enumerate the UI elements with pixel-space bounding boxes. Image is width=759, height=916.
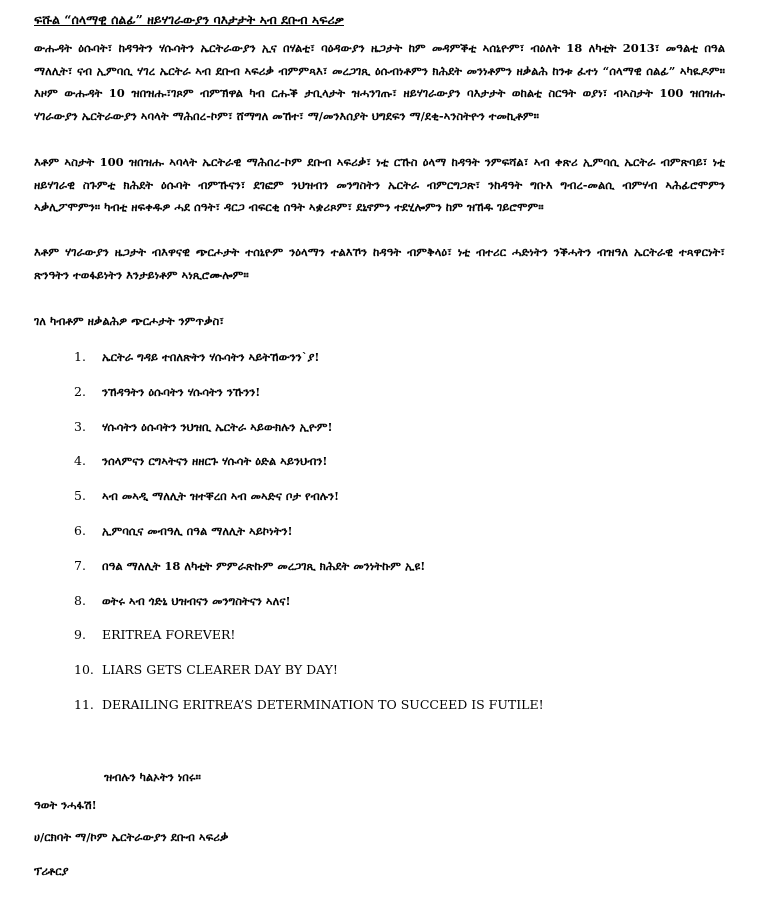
paragraph-3: እቶም ሃገራውያን ዜጋታት ብእዋናዊ ጭርሖታት ተሰኒዮም ንዕላማን ተልእኾን ከዳዓት ብምቅላዕ፣ ነቲ ብተሪር ሓድነትን ንቕሓትን ብዝዓለ ኤርትራዊ ተጻዋርነት፣ ጽንዓትን ተወፋይነትን እንታይነቶም ኣነጺሮሙሎም። [34,245,725,282]
slogan-text: ንኸዳዓትን ዕሱባትን ሃሱሳትን ንኹንን! [102,384,261,399]
slogans-intro: ገለ ካብቶም ዘቃልሕዎ ጭርሖታት ንምጥቃስ፣ [34,314,224,328]
closing-others: ዝብሉን ካልኦትን ነበሩ። [104,770,201,784]
slogan-text: ኤርትራ ግዳይ ተበለጽትን ሃሱሳትን ኣይትኸውንን`ያ! [102,350,320,364]
slogan-number: 6. [74,522,86,538]
slogan-number: 11. [74,696,94,712]
slogan-text: ንሰላምናን ርግኣትናን ዘዘርጉ ሃሱሳት ዕድል ኣይንህብን! [102,454,328,469]
slogan-number: 3. [74,418,86,434]
slogan-number: 10. [74,662,94,678]
slogan-item [74,618,734,653]
slogan-item [74,514,734,549]
slogan-number: 2. [74,383,86,399]
slogan-text: ኣብ መኣዲ ማለሊት ዝተቐረበ ኣብ መኣድና ቦታ የብሉን! [102,489,340,504]
slogan-item [74,444,734,479]
slogan-item [74,410,734,445]
slogan-item [74,375,734,410]
slogan-text: በዓል ማለሊት 18 ለካቲት ምምራጽኩም መረጋገጺ ክሕደት መንነትኩም ኢዩ! [102,558,426,573]
slogan-list [74,340,734,723]
slogan-text: ወትሩ ኣብ ጎድኒ ህዝብናን መንግስትናን ኣለና! [102,593,291,608]
slogan-text: ኢምባሲና መብዓሊ በዓል ማለሊት ኣይኮነትን! [102,523,293,538]
slogan-number: 5. [74,488,86,504]
slogan-text: LIARS GETS CLEARER DAY BY DAY! [102,662,338,678]
closing-organization: ሀ/ርክባት ማ/ኮም ኤርትራውያን ደቡብ ኣፍሪቃ [34,830,229,844]
slogan-item [74,479,734,514]
closing-victory: ዓወት ንሓፋሽ! [34,798,97,812]
paragraph-1: ውሑዳት ዕሱባት፣ ከዳዓትን ሃሱሳትን ኤርትራውያን ኢና በሃልቲ፣ ባዕዳውያን ዜጋታት ከም መዳምቕቲ ኣሰኒዮም፣ ብዕለት 18 ለካቲት 2013፣ መዓልቲ በዓል ማለሊት፣ ናብ ኢምባሲ ሃገረ ኤርትራ ኣብ ደቡብ ኣፍሪቃ ብምምጻእ፣ መረጋገጺ ዕሱብነቶምን ክሕደት መንነቶምን ዘቃልሕ ከንቱ ፈተነ “ሰላማዊ ሰልፊ” ኣካዪዶም። እዞም ውሑዳት 10 ዝበዝሑ፣ገጾም ብምኽዋል ካብ ርሑቕ ታቢላታት ዝሓንገጡ፣ ዘይሃገራውያን ባእታታት ወከልቲ ስርዓት ወያነ፣ ብኣስታት 100 ዝበዝሑ ሃገራውያን ኤርትራውያን ኣባላት ማሕበረ-ኮም፣ ሸማግለ መኸተ፣ ማ/መንእሰያት ህግደፍን ማ/ደቂ-ኣንስትዮን ተመኪቶም። [34,41,725,123]
slogan-number: 1. [74,349,86,364]
slogan-text: ERITREA FOREVER! [102,627,236,643]
slogan-text: ሃሱሳትን ዕሱባትን ንህዝቢ ኤርትራ ኣይውክሉን ኢዮም! [102,419,333,434]
slogan-item [74,653,734,688]
slogan-number: 7. [74,557,86,573]
slogan-text: DERAILING ERITREA’S DETERMINATION TO SUCCEED IS FUTILE! [102,696,544,712]
slogan-item [74,688,734,723]
slogan-number: 9. [74,627,86,643]
slogan-item [74,584,734,619]
paragraph-2: እቶም ኣስታት 100 ዝበዝሑ ኣባላት ኤርትራዊ ማሕበረ-ኮም ደቡብ ኣፍሪቃ፣ ነቲ ርኹስ ዕላማ ከዳዓት ንምፍሻል፣ ኣብ ቀጽሪ ኢምባሲ ኤርትራ ብምጽባይ፣ ነቲ ዘይሃገራዊ ስጉምቲ ክሕደት ዕሱባት ብምኹናን፣ ደገፎም ንህዝብን መንግስትን ኤርትራ ብምርግጋጽ፣ ንከዳዓት ግቡእ ግብረ-መልሲ ብምሃብ ኣሕፊሮሞምን ኣቃሊፖሞምን። ካብቲ ዘፍቀዱዎ ሓደ ሰዓት፣ ዳርጋ ብፍርቂ ሰዓት ኣቋሪጾም፣ ደኒኖምን ተደሂሎምን ከም ዝኸዱ ገይሮሞም። [34,155,725,214]
slogan-number: 4. [74,453,86,469]
slogan-number: 8. [74,592,86,608]
slogan-item [74,340,734,375]
closing-city: ፕሪቶርያ [34,864,69,878]
slogan-item [74,549,734,584]
document-title: ፍሹል “ሰላማዊ ሰልፊ” ዘይሃገራውያን ባእታታት ኣብ ደቡብ ኣፍሪቃ [34,12,344,27]
